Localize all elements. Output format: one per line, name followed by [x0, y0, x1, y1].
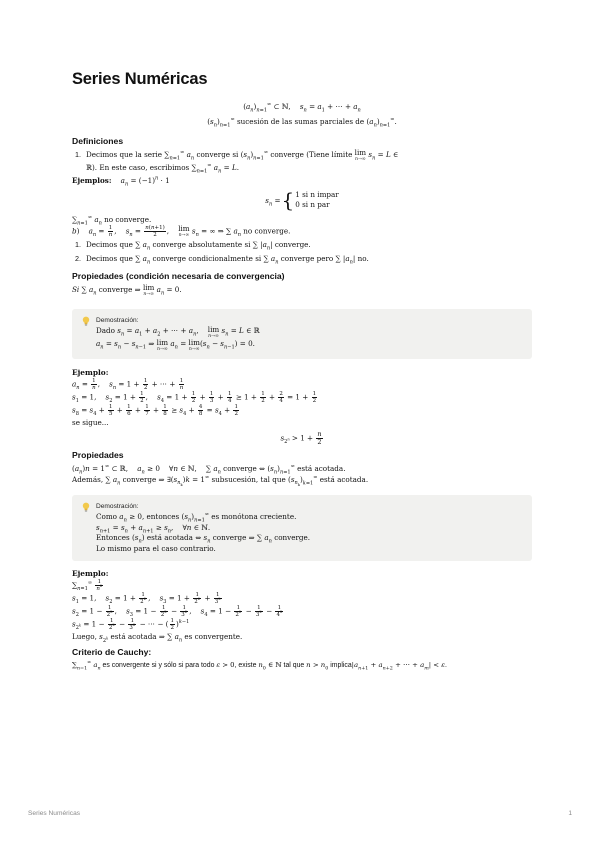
ejemplo2-line-5: Luego, $s_{2^k}$ está acotada ⇒ ∑ $a_n$ es convergente.	[72, 632, 243, 644]
ejemplos-line: Ejemplos: $a_n = (-1)^n \cdot 1$	[72, 175, 170, 188]
necessary-condition-line: Si ∑ $a_n$ converge ⇒ lim n→∞ $a_n = 0$.	[72, 283, 182, 297]
section-heading-cauchy: Criterio de Cauchy:	[72, 647, 152, 658]
ejemplo1-line-3: $s_8 = s_4$ + $\frac{1}{5}$ + $\frac{1}{6}$ + $\frac{1}{7}$ + $\frac{1}{8}$ ≥ $s_4$ + $\frac{4}{8}$ = $s_4$ + $\frac{1}{2}$	[72, 404, 238, 417]
section-heading-propiedades-necesaria: Propiedades (condición necesaria de convergencia)	[72, 271, 285, 281]
definition-list	[72, 149, 532, 173]
ejemplo2-line-1: $\sum_{n=1}^\infty$ $\frac{1}{n^2}$	[72, 579, 103, 593]
intro-line-2: $(s_n)_{n=1}^\infty$ sucesión de las sumas parciales de $(a_n)_{n=1}^\infty$.	[207, 116, 397, 129]
footer-title: Series Numéricas	[28, 810, 81, 817]
ejemplo2-line-3: $s_2 = 1$ − $\frac{1}{2^2}$ , $s_3 = 1$ − $\frac{1}{2^2}$ − $\frac{1}{3^2}$ , $s_4 = 1$ − $\frac{1}{2^2}$ − $\frac{1}{3^2}$ − $\frac{1}{4^2}$	[72, 605, 283, 619]
demo2-line-1: Como $a_n \ge 0$, entonces $(s_n)_{n=1}^\infty$ es monótona creciente.	[96, 512, 297, 524]
intro-line-1: $(a_n)_{n=1}^\infty$ ⊂ ℕ, $s_n = a_1$ + ⋯ + $a_n$	[243, 101, 361, 114]
case-par: 0 si n par	[295, 200, 330, 209]
brace-icon: {	[281, 188, 295, 212]
ejemplo1-line-2: $s_1 = 1$, $s_2 = 1$ + $\frac{1}{2}$ , $s_4 = 1$ + $\frac{1}{2}$ + $\frac{1}{3}$ + $\frac{1}{4}$ ≥ 1 + $\frac{1}{2}$ + $\frac{2}{4}$ = 1 + $\frac{1}{2}$	[72, 391, 317, 404]
case-impar: 1 si n impar	[295, 190, 339, 199]
definition-item-3: 2. Decimos que ∑ $a_n$ converge condicionalmente si ∑ $a_n$ converge pero ∑ $|a_n|$ no.	[75, 254, 369, 266]
propiedades-line-1: $(a_n)n = 1^\infty$ ⊂ ℝ, $a_n \ge 0$ ∀n ∈ ℕ, ∑ $a_n$ converge ⇔ $(s_n)_{n=1}^\infty$ está acotada.	[72, 463, 346, 476]
ejemplos-label: Ejemplos:	[72, 176, 112, 185]
section-heading-definiciones: Definiciones	[72, 136, 124, 146]
ejemplo2-line-2: $s_1 = 1$, $s_2 = 1$ + $\frac{1}{2^2}$ , $s_3 = 1$ + $\frac{1}{2^2}$ + $\frac{1}{3^2}$	[72, 592, 221, 606]
ejemplo-heading-1: Ejemplo:	[72, 368, 109, 377]
page-footer	[28, 810, 572, 817]
piecewise-sn: $s_n$ = { 1 si n impar 0 si n par	[265, 188, 339, 212]
demo-callout-1	[72, 309, 532, 359]
demo2-line-4: Lo mismo para el caso contrario.	[96, 543, 216, 553]
page-title: Series Numéricas	[72, 70, 208, 88]
demo1-line-2: $a_n = s_n - s_{n-1}$ ⇒ lim n→∞ $a_n$ = lim n→∞ $(s_n - s_{n-1}) = 0$.	[96, 338, 255, 352]
demo-callout-2	[72, 495, 532, 561]
document-page	[72, 70, 532, 671]
demo-heading: Demostración:	[96, 317, 139, 324]
definition-item-1: 1. Decimos que la serie $\sum_{n=1}^\infty$ $a_n$ converge si $(s_n)_{n=1}^\infty$ converge (Tiene límite lim n→∞ $s_n = L$ ∈ ℝ). En este caso, escribimos $\sum_{n=1}^\infty$ $a_n = L$.	[75, 148, 399, 175]
demo2-line-2: $s_{n+1} = s_n + a_{n+1} \ge s_n$, ∀n ∈ ℕ.	[96, 522, 211, 535]
cauchy-line: $\sum_{n=1}^\infty$ $a_n$ es convergente si y sólo si para todo ε > 0, existe $n_0$ ∈ ℕ tal que $n > n_0$ $implica|a_{n+1} + a_{n+2}$ + ⋯ + $a_m| < \varepsilon$.	[72, 661, 447, 672]
ejemplo1-line-5: $s_{2^n} > 1$ + $\frac{n}{2}$	[280, 430, 322, 446]
b-example-line: b) $a_n$ = $\frac{1}{n}$ , $s_n$ = $\frac{n(n+1)}{2}$ , lim n→∞ $s_n$ = ∞ ⇒ ∑ $a_n$ no converge.	[72, 224, 291, 238]
demo2-line-3: Entonces $(s_n)$ está acotada ⇔ $s_n$ converge ⇒ ∑ $a_n$ converge.	[96, 533, 311, 545]
demo1-line-1: Dado $s_n = a_1 + a_2$ + ⋯ + $a_n$, lim n→∞ $s_n = L$ ∈ ℝ	[96, 325, 260, 339]
definition-list-2	[72, 239, 532, 264]
ejemplo-heading-2: Ejemplo:	[72, 569, 109, 579]
no-converge-line: $\sum_{n=1}^\infty$ $a_n$ no converge.	[72, 214, 152, 227]
definition-item-2: 1. Decimos que ∑ $a_n$ converge absolutamente si ∑ $|a_n|$ converge.	[75, 240, 311, 252]
propiedades-line-2: Además, ∑ $a_n$ converge ⇒ $\exists(s_{n_k})k = 1^\infty$ subsucesión, tal que $(s_{n_k})_{k=1}^\infty$ está acotada.	[72, 474, 369, 488]
footer-page-number: 1	[568, 810, 572, 817]
ejemplo1-line-1: $a_n$ = $\frac{1}{n}$ , $s_n = 1$ + $\frac{1}{2}$ + ⋯ + $\frac{1}{n}$	[72, 378, 184, 391]
section-heading-propiedades: Propiedades	[72, 450, 124, 460]
ejemplo1-line-4: se sigue...	[72, 418, 109, 427]
demo-heading-2: Demostración:	[96, 503, 139, 511]
lightbulb-icon	[82, 502, 90, 513]
lightbulb-icon	[82, 316, 90, 327]
ejemplo2-line-4: $s_{2^k} = 1$ − $\frac{1}{2^2}$ − $\frac{1}{3^2}$ − ⋯ − ( $\frac{1}{2}$ )$^{k-1}$	[72, 618, 190, 632]
